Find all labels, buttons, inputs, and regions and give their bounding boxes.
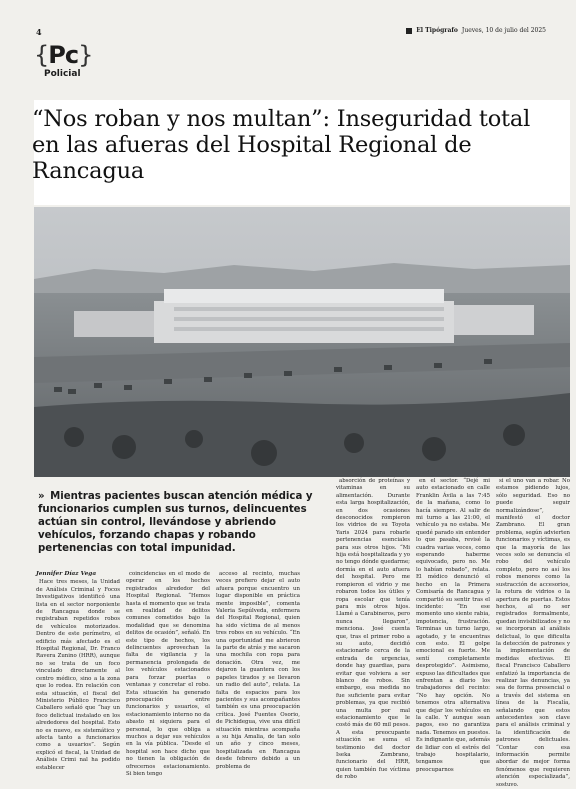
article-column-3 — [216, 571, 300, 770]
byline: Jennifer Díaz Vega — [36, 571, 97, 577]
column-text: acceso al recinto, muchas veces prefiero dejar el auto afuera porque encuentro un lugar disponible en práctica mente imposible”, comenta Valeria Sepúlveda, enfermera del Hospital Regional, quien ha sido víctima de al menos tres robos en su vehículo. “En una oportunidad me abrieron la parte de atrás y me sacaron una mochila con ropa para donación. Otra vez, me dejaron la guantera con los papeles tirados y se llevaron un radio del auto”, relata. La falta de espacios para los pacientes y sus acompañantes también es una preocupación crítica. José Fuentes Osorio, de Pichidegua, vive una difícil situación mientras acompaña a su hija Amalia, de tan solo un año y cinco meses, hospitalizada en Rancagua desde febrero debido a un problema de — [216, 571, 300, 770]
article-body-right — [336, 478, 570, 788]
article-lead — [38, 490, 328, 555]
section-logo-letters: Pc — [48, 41, 79, 69]
page-number: 4 — [36, 27, 42, 37]
article-photo — [34, 207, 570, 477]
column-text: absorción de proteínas y vitaminas en su alimentación. Durante esta larga hospitalización, en dos ocasiones desconocidos rompieron los vidrios de su Toyota Yaris 2024 para robarle pertenencias esenciales para sus otros hijos. “Mi hija está hospitalizada y yo no tengo dónde quedarme; dormía en el auto afuera del hospital. Pero me rompieron el vidrio y me robaron todos los útiles y ropa escolar que tenía para mis otros hijos. Llamé a Carabineros, pero nunca llegaron”, menciona. José cuenta que, tras el primer robo a su auto, decidió estacionarlo cerca de la entrada de urgencias, donde hay guardias, para evitar que volviera a ser blanco de robos. Sin embargo, esa medida no fue suficiente para evitar problemas, ya que recibió una multa por mal estacionamiento que le costó más de 60 mil pesos. A esta preocupante situación se suma el testimonio del doctor Iseka Zambrano, funcionario del HRR, quien también fue víctima de robo — [336, 478, 410, 781]
page-header — [0, 0, 576, 40]
article-column-2 — [126, 571, 210, 777]
section-logo-mark: {Pc} — [34, 41, 93, 69]
masthead — [406, 27, 546, 34]
section-logo — [34, 42, 94, 98]
article-column-4 — [336, 478, 410, 781]
section-label: Policial — [44, 69, 81, 79]
column-text: Hace tres meses, la Unidad de Análisis Criminal y Focos Investigativos identificó una lista en el sector norponiente de Rancagua donde se registraban repetidos robos de vehículos motorizados. Dentro de este perímetro, el edificio más afectado es el Hospital Regional, Dr. Franco Ravera Zunino (HRR), aunque no se trata de un foco vinculado directamente al centro médico, sino a la zona que lo rodea. En relación con esta situación, el fiscal del Ministerio Público Francisco Caballero señaló que “hay un foco delictual instalado en los alrededores del hospital. Esto no es nuevo, es sistemático y afecta tanto a funcionarios como a usuarios”. Según explicó el fiscal, la Unidad de Análisis Crimi nal ha podido establecer — [36, 579, 120, 771]
column-text: coincidencias en el modo de operar en los hechos registrados alrededor del Hospital Regional. “Hemos hasta el momento que se trata en realidad de delitos comunes cometidos bajo la modalidad que se denomina delitos de ocasión”, señaló. En este tipo de hechos, los delincuentes aprovechan la falta de vigilancia y la permanencia prolongada de los vehículos estacionados para forzar puertas o ventanas y concretar el robo. Esta situación ha generado preocupación entre funcionarios y usuarios, el estacionamiento interno no da abasto ni siquiera para el personal, lo que obliga a muchos a dejar sus vehículos en la vía pública. “Desde el hospital son hace dicho que no tienen la obligación de ofrecernos estacionamiento. Si bien tengo — [126, 571, 210, 777]
hospital-aerial-photo — [34, 207, 570, 477]
column-text: si el uno van a robar. No estamos pidiendo lujos, sólo seguridad. Eso no puede seguir normalizándose”, manifestó el doctor Zambrano. El gran problema, según advierten funcionarios y víctimas, es que la mayoría de las veces solo se denuncia el robo del vehículo completo, pero no así los robos menores como la sustracción de accesorios, la rotura de vidrios o la apertura de puertas. Estos hechos, al no ser registrados formalmente, quedan invisibilizados y no se incorporan al análisis delictual, lo que dificulta la detección de patrones y la implementación de medidas efectivas. El fiscal Francisco Caballero enfatizó la importancia de realizar las denuncias, ya sea de forma presencial o a través del sistema en línea de la Fiscalía, señalando que estos antecedentes son clave para el análisis criminal y la identificación de patrones delictuales. “Contar con esa información permite abordar de mejor forma fenómenos que requieren atención especializada”, sostuvo. — [496, 478, 570, 788]
article-headline: “Nos roban y nos multan”: Inseguridad total en las afueras del Hospital Regional de Rancagua — [32, 106, 531, 184]
column-text: en el sector. “Dejé mi auto estacionado en calle Franklin Ávila a las 7:45 de la mañana, como lo hacía siempre. Al salir de mi turno a las 21:00, el vehículo ya no estaba. Me quedé parado sin entender lo que pasaba, revisé la cuadra varias veces, como esperando haberme equivocado, pero no. Me lo habían robado”, relata. El médico denunció el hecho en la Primera Comisaría de Rancagua y compartió su sentir tras el incidente: “En ese momento uno siente rabia, impotencia, frustración. Terminas un turno largo, agotado, y te encuentras con esto. El golpe emocional es fuerte. Me sentí completamente desprotegido”. Asimismo, expuso las dificultades que enfrentan a diario los trabajadores del recinto: “No hay opción. No tenemos otra alternativa que dejar los vehículos en la calle. Y aunque sean pagos, eso no garantiza nada. Tenemos en puestos. Es indignante que, además de lidiar con el estrés del trabajo hospitalario, tengamos que preocuparnos — [416, 478, 490, 773]
masthead-date: Jueves, 10 de julio del 2025 — [461, 27, 546, 34]
article-column-6 — [496, 478, 570, 788]
article-column-1 — [36, 571, 120, 771]
paper-logo-icon — [406, 28, 412, 34]
lead-marker: » — [38, 491, 45, 502]
masthead-paper-name: El Tipógrafo — [416, 27, 458, 34]
lead-text: Mientras pacientes buscan atención médica y funcionarios cumplen sus turnos, delincuentes actúan sin control, llevándose y abriendo vehículos, forzando chapas y robando pertenencias con total impunidad. — [38, 491, 313, 554]
article-column-5 — [416, 478, 490, 773]
